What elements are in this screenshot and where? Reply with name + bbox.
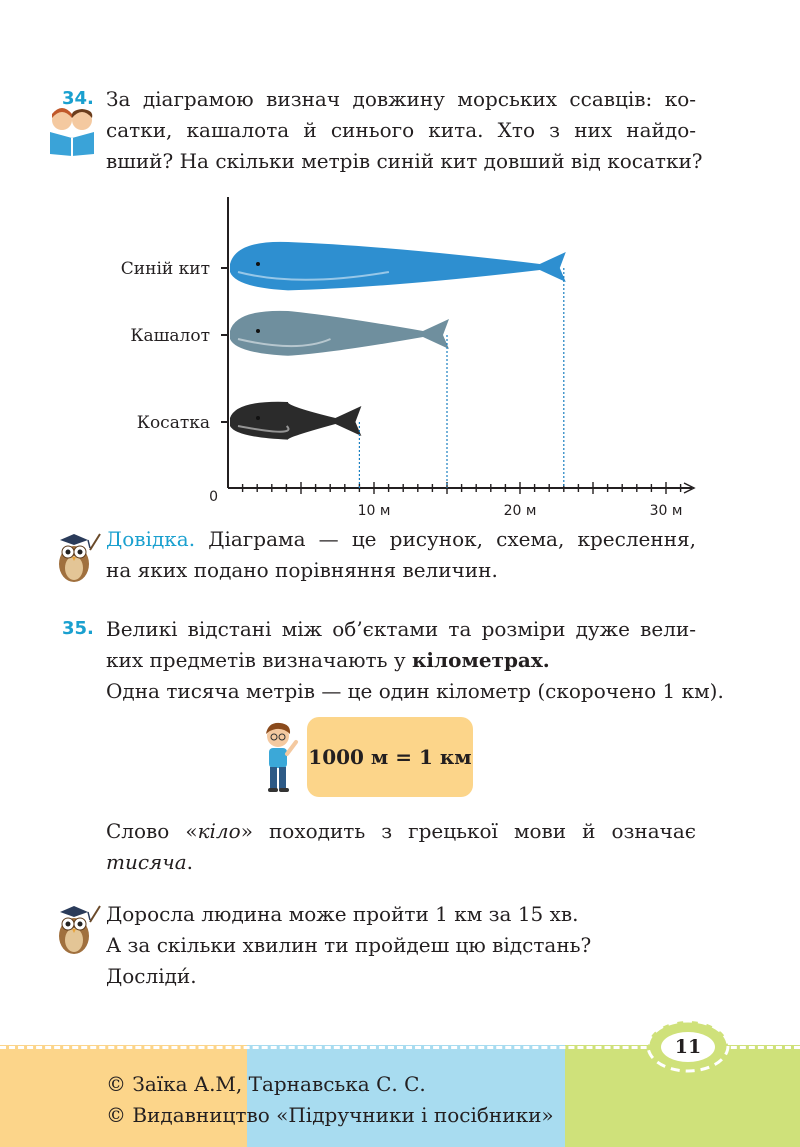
thousand-word: тисяча [106, 850, 187, 874]
task34-line1: За діаграмою визнач довжину морських ссавців: ко- [106, 87, 696, 111]
tick-label: 30 м [649, 503, 683, 519]
task35-line3: Одна тисяча метрів — це один кілометр (скорочено 1 км). [106, 679, 724, 703]
task34-line3: вший? На скільки метрів синій кит довший від косатки? [106, 149, 703, 173]
task-number: 34. [62, 88, 94, 109]
origin-label: 0 [209, 489, 218, 505]
copyright-publisher: © Видавництво «Підручники і посібники» [106, 1103, 554, 1127]
owl-task-line2: А за скільки хвилин ти пройдеш цю відстань? [106, 933, 592, 957]
category-label: Косатка [136, 413, 210, 433]
whale-bar [230, 402, 361, 440]
kilo-text-c: » походить з грецької мови й означає [240, 819, 697, 843]
whale-eye [256, 416, 260, 420]
boy-icon [258, 720, 304, 794]
whale-bar [230, 311, 449, 356]
whale-eye [256, 329, 260, 333]
reference-line2: на яких подано порівняння величин. [106, 558, 498, 582]
category-label: Синій кит [120, 259, 210, 279]
kids-reading-icon [44, 106, 100, 156]
copyright-authors: © Заїка А.М, Тарнавська С. С. [106, 1072, 426, 1096]
formula-text: 1000 м = 1 км [308, 745, 472, 769]
owl-task-line1: Доросла людина може пройти 1 км за 15 хв. [106, 902, 579, 926]
tick-label: 10 м [357, 503, 391, 519]
kilo-text-a: Слово « [106, 819, 198, 843]
formula-box [307, 717, 473, 797]
reference-line1 [106, 524, 696, 555]
reference-text: Діаграма — це рисунок, схема, креслення, [195, 527, 696, 551]
tick-label: 20 м [503, 503, 537, 519]
reference-label: Довідка. [106, 527, 196, 551]
owl-icon [50, 530, 102, 586]
task35-line2-text: ких предметів визначають у [106, 648, 412, 672]
kilo-line2 [106, 847, 193, 878]
task-number: 35. [62, 618, 94, 639]
kilo-period: . [186, 850, 194, 874]
kilo-word: кіло [197, 819, 241, 843]
whale-bar [230, 242, 566, 291]
owl-task-line3: Досліди́. [106, 964, 197, 988]
whale-length-chart [90, 185, 710, 525]
task35-line2 [106, 645, 550, 676]
kilo-line1 [106, 816, 696, 847]
page-number: 11 [674, 1036, 702, 1058]
category-label: Кашалот [130, 326, 210, 346]
task35-keyword: кілометрах. [411, 648, 550, 672]
task34-line2: сатки, кашалота й синього кита. Хто з них найдо- [106, 118, 696, 142]
whale-eye [256, 262, 260, 266]
task35-line1: Великі відстані між об’єктами та розміри дуже вели- [106, 617, 696, 641]
owl-icon [50, 902, 102, 958]
